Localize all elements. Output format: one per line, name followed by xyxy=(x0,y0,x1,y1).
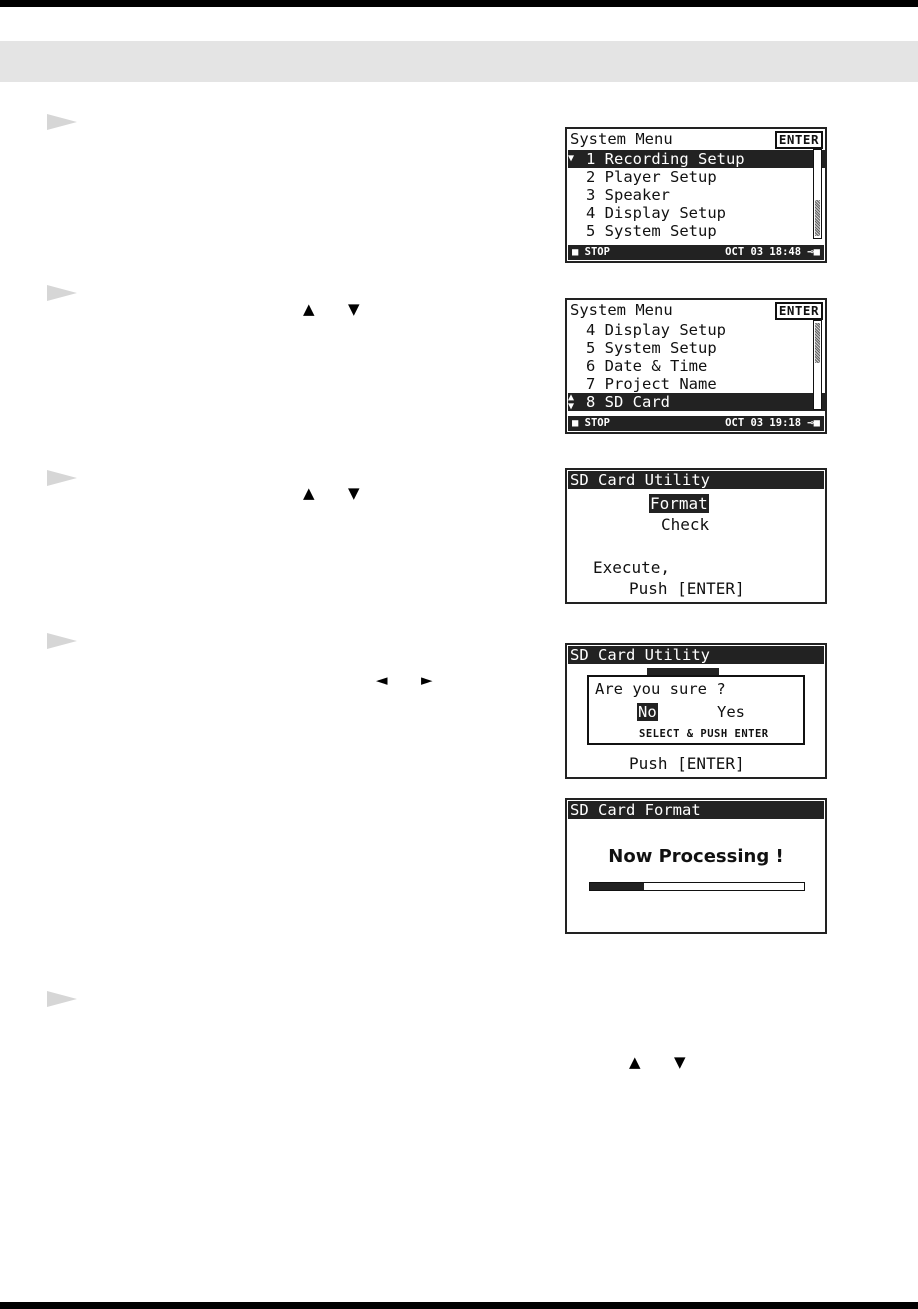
step-marker-3 xyxy=(47,470,77,486)
section-header-band xyxy=(0,41,918,82)
enter-tag: ENTER xyxy=(775,131,823,149)
scroll-thumb[interactable] xyxy=(815,323,820,363)
push-enter-text: Push [ENTER] xyxy=(629,754,745,773)
menu-item-project-name[interactable]: 7 Project Name xyxy=(586,375,717,393)
scrollbar[interactable] xyxy=(813,320,822,410)
down-caret-icon: ▼ xyxy=(568,153,575,164)
down-arrow-icon: ▼ xyxy=(674,1053,686,1071)
format-progress-bar xyxy=(589,882,805,891)
down-arrow-icon: ▼ xyxy=(348,300,360,318)
progress-fill xyxy=(590,883,644,890)
status-bar xyxy=(568,416,824,431)
step-marker-2 xyxy=(47,285,77,301)
confirm-dialog xyxy=(587,675,805,745)
menu-item-system-setup[interactable]: 5 System Setup xyxy=(586,339,717,357)
scroll-thumb[interactable] xyxy=(815,200,820,236)
status-bar xyxy=(568,245,824,260)
lcd-title: SD Card Format xyxy=(568,801,824,819)
up-arrow-icon: ▲ xyxy=(303,300,315,318)
up-arrow-icon: ▲ xyxy=(629,1053,641,1071)
status-date-time: OCT 03 18:48 ⊸■ xyxy=(725,246,820,258)
lcd-sd-card-format xyxy=(565,798,827,934)
check-option[interactable]: Check xyxy=(661,515,710,534)
up-down-caret-icon: ▲ ▼ xyxy=(568,392,575,412)
lcd-system-menu-2 xyxy=(565,298,827,434)
down-arrow-icon: ▼ xyxy=(348,484,360,502)
status-stop: ■ STOP xyxy=(572,417,610,429)
lcd-system-menu-1 xyxy=(565,127,827,263)
format-option[interactable]: Format xyxy=(650,494,708,513)
menu-item-recording-setup[interactable]: 1 Recording Setup xyxy=(568,150,827,168)
menu-item-speaker[interactable]: 3 Speaker xyxy=(586,186,670,204)
lcd-title: SD Card Utility xyxy=(568,646,824,664)
confirm-question: Are you sure ? xyxy=(595,680,726,698)
right-arrow-icon: ► xyxy=(421,671,433,689)
menu-item-player-setup[interactable]: 2 Player Setup xyxy=(586,168,717,186)
menu-item-system-setup[interactable]: 5 System Setup xyxy=(586,222,717,240)
menu-item-date-time[interactable]: 6 Date & Time xyxy=(586,357,708,375)
status-stop: ■ STOP xyxy=(572,246,610,258)
bottom-rule xyxy=(0,1302,918,1309)
lcd-confirm-format xyxy=(565,643,827,779)
menu-item-display-setup[interactable]: 4 Display Setup xyxy=(586,321,726,339)
step-marker-5 xyxy=(47,991,77,1007)
menu-item-display-setup[interactable]: 4 Display Setup xyxy=(586,204,726,222)
status-date-time: OCT 03 19:18 ⊸■ xyxy=(725,417,820,429)
lcd-title: System Menu xyxy=(568,130,824,148)
top-rule xyxy=(0,0,918,7)
execute-text: Execute, xyxy=(593,558,671,577)
push-enter-text: Push [ENTER] xyxy=(629,579,745,598)
menu-item-sd-card[interactable]: 8 SD Card xyxy=(568,393,827,411)
lcd-sd-card-utility xyxy=(565,468,827,604)
lcd-title: SD Card Utility xyxy=(568,471,824,489)
lcd-title: System Menu xyxy=(568,301,824,319)
step-marker-1 xyxy=(47,114,77,130)
left-arrow-icon: ◄ xyxy=(376,671,388,689)
no-button[interactable]: No xyxy=(638,703,657,721)
scrollbar[interactable] xyxy=(813,149,822,239)
enter-tag: ENTER xyxy=(775,302,823,320)
up-arrow-icon: ▲ xyxy=(303,484,315,502)
yes-button[interactable]: Yes xyxy=(717,703,745,721)
processing-message: Now Processing ! xyxy=(608,846,784,867)
dialog-hint: SELECT & PUSH ENTER xyxy=(639,728,769,740)
step-marker-4 xyxy=(47,633,77,649)
